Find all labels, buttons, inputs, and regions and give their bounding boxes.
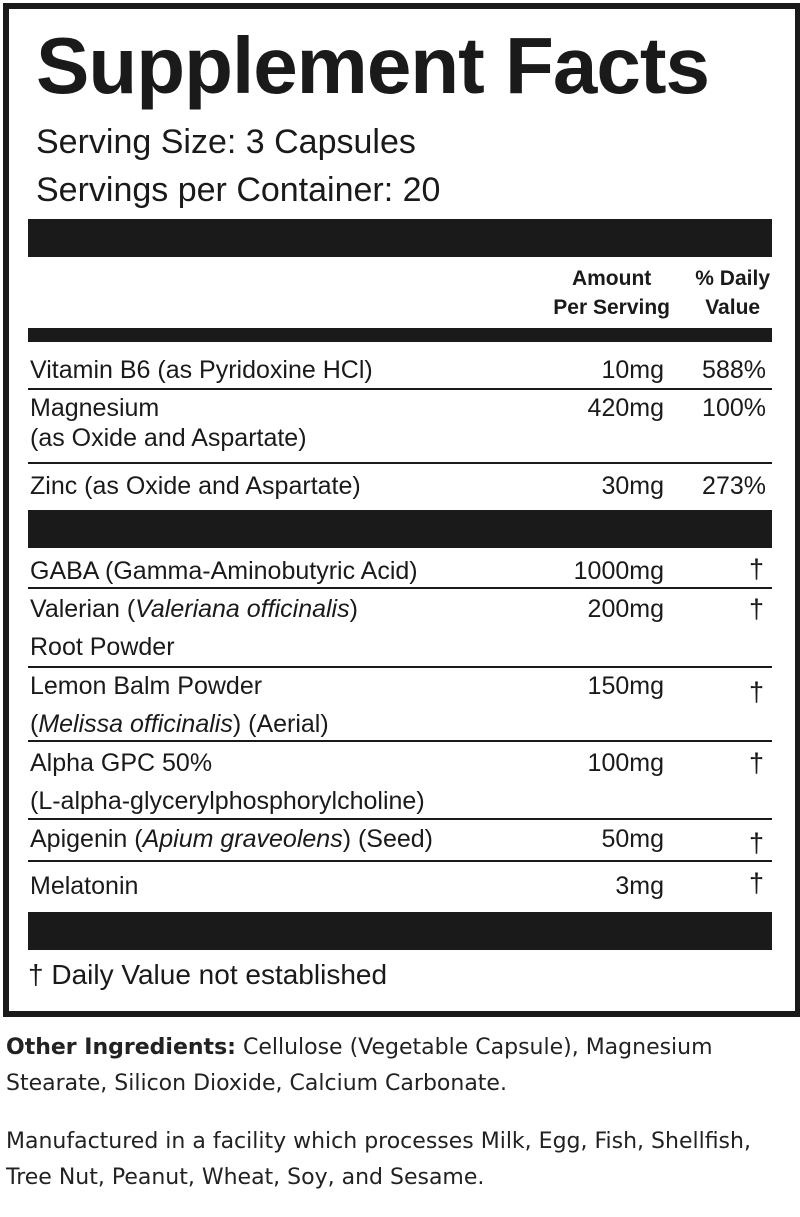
other-ingredients xyxy=(6,1030,796,1102)
nutrient-amount-magnesium: 420mg xyxy=(587,394,664,422)
row-divider xyxy=(28,587,772,589)
row-divider xyxy=(28,818,772,820)
nutrient-name-zinc: Zinc (as Oxide and Aspartate) xyxy=(30,472,361,500)
nutrient-name-magnesium-detail: (as Oxide and Aspartate) xyxy=(30,424,307,452)
thick-divider-middle xyxy=(28,510,772,548)
ingredient-amount-melatonin: 3mg xyxy=(615,872,664,900)
thick-divider-top xyxy=(28,219,772,257)
ingredient-dv-alpha-gpc: † xyxy=(748,748,764,778)
row-divider xyxy=(28,666,772,668)
thick-divider-bottom xyxy=(28,912,772,950)
ingredient-name-alpha-gpc-detail: (L-alpha-glycerylphosphorylcholine) xyxy=(30,787,425,815)
ingredient-amount-lemon-balm: 150mg xyxy=(587,672,664,700)
ingredient-name-apigenin: Apigenin (Apium graveolens) (Seed) xyxy=(30,825,434,853)
ingredient-name-gaba: GABA (Gamma-Aminobutyric Acid) xyxy=(30,557,418,585)
ingredient-dv-lemon-balm: † xyxy=(748,677,764,707)
servings-per-container: Servings per Container: 20 xyxy=(36,171,441,209)
ingredient-amount-apigenin: 50mg xyxy=(601,825,664,853)
ingredient-amount-gaba: 1000mg xyxy=(573,557,664,585)
row-divider xyxy=(28,462,772,464)
ingredient-name-valerian-detail: Root Powder xyxy=(30,633,175,661)
nutrient-amount-vitamin-b6: 10mg xyxy=(601,356,664,384)
ingredient-name-lemon-balm: Lemon Balm Powder xyxy=(30,672,263,700)
nutrient-name-magnesium: Magnesium xyxy=(30,394,160,422)
ingredient-name-alpha-gpc: Alpha GPC 50% xyxy=(30,749,213,777)
nutrient-name-vitamin-b6: Vitamin B6 (as Pyridoxine HCl) xyxy=(30,356,373,384)
nutrient-dv-magnesium: 100% xyxy=(702,394,766,422)
nutrient-amount-zinc: 30mg xyxy=(601,472,664,500)
panel-title: Supplement Facts xyxy=(36,21,710,110)
nutrient-dv-zinc: 273% xyxy=(702,472,766,500)
other-ingredients-text: Cellulose (Vegetable Capsule), Magnesium Stearate, Silicon Dioxide, Calcium Carbonate. xyxy=(6,1035,713,1096)
daily-value-footnote: † Daily Value not established xyxy=(28,959,388,990)
ingredient-name-valerian: Valerian (Valeriana officinalis) xyxy=(30,595,358,623)
ingredient-amount-alpha-gpc: 100mg xyxy=(587,749,664,777)
daily-value-header: % Daily Value xyxy=(695,267,770,319)
medium-divider xyxy=(28,328,772,342)
amount-per-serving-header: Amount Per Serving xyxy=(553,267,670,319)
row-divider xyxy=(28,388,772,390)
row-divider xyxy=(28,860,772,862)
ingredient-dv-melatonin: † xyxy=(748,868,764,898)
row-divider xyxy=(28,740,772,742)
ingredient-dv-valerian: † xyxy=(748,594,764,624)
other-ingredients-label: Other Ingredients: xyxy=(6,1035,236,1060)
ingredient-amount-valerian: 200mg xyxy=(587,595,664,623)
ingredient-dv-gaba: † xyxy=(748,554,764,584)
serving-size: Serving Size: 3 Capsules xyxy=(36,123,416,161)
ingredient-name-melatonin: Melatonin xyxy=(30,872,139,900)
ingredient-dv-apigenin: † xyxy=(748,828,764,858)
allergen-statement: Manufactured in a facility which processes Milk, Egg, Fish, Shellfish, Tree Nut, Peanut, Wheat, Soy, and Sesame. xyxy=(6,1129,751,1190)
ingredient-name-lemon-balm-detail: (Melissa officinalis) (Aerial) xyxy=(30,710,329,738)
nutrient-dv-vitamin-b6: 588% xyxy=(702,356,766,384)
